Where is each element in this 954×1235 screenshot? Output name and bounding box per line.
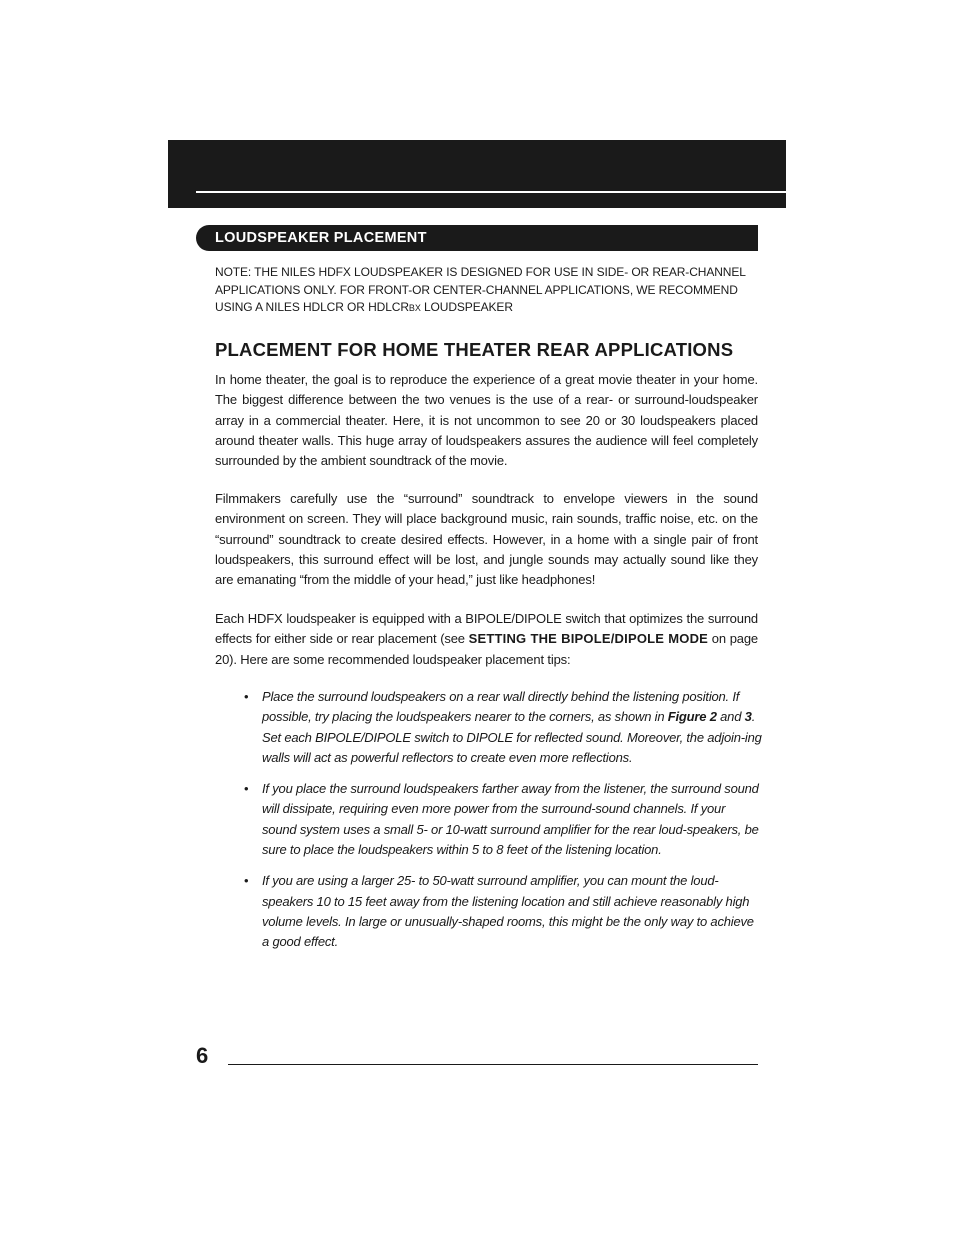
figure-reference: Figure 2: [667, 709, 717, 725]
section-title: LOUDSPEAKER PLACEMENT: [215, 230, 427, 246]
page-heading: PLACEMENT FOR HOME THEATER REAR APPLICATIONS: [215, 339, 734, 360]
footer-rule: [228, 1064, 758, 1065]
paragraph-surround: Filmmakers carefully use the “surround” soundtrack to envelope viewers in the sound environment on screen. They will place background music, rain sounds, traffic noise, etc. on the “surround” soundtrack to create desired effects. However, in a home with a single pair of front loudspeakers, this surround effect will be lost, and jungle sounds may actually sound like they are emanating “from the middle of your head,” just like headphones!: [215, 491, 758, 588]
page-number: 6: [196, 1043, 209, 1068]
section-title-bar: [196, 225, 758, 251]
note-text: NOTE: THE NILES HDFX LOUDSPEAKER IS DESIGNED FOR USE IN SIDE- OR REAR-CHANNEL APPLICATIONS ONLY. FOR FRONT-OR CENTER-CHANNEL APPLICATIONS, WE RECOMMEND USING A NILES HDLCR OR HDLCRBX LOUDSPEAKER: [215, 265, 746, 314]
paragraph-bipole: Each HDFX loudspeaker is equipped with a BIPOLE/DIPOLE switch that optimizes the surround effects for either side or rear placement (see SETTING THE BIPOLE/DIPOLE MODE on page 20). Here are some recommended loudspeaker placement tips:: [215, 611, 759, 667]
list-item: • Place the surround loudspeakers on a rear wall directly behind the listening position. If possible, try placing the loudspeakers nearer to the corners, as shown in Figure 2 and 3. Set each BIPOLE/DIPOLE switch to DIPOLE for reflected sound. Moreover, the adjoin-ing walls will act as powerful reflectors to create even more reflections.: [244, 689, 762, 765]
cross-reference: SETTING THE BIPOLE/DIPOLE MODE: [468, 631, 709, 647]
placement-tips-list: [242, 687, 762, 964]
bullet-marker: •: [244, 689, 249, 704]
header-rule: [196, 191, 786, 193]
model-suffix: BX: [408, 303, 421, 313]
bullet-marker: •: [244, 873, 249, 889]
figure-reference: 3: [744, 709, 752, 725]
paragraph-intro: In home theater, the goal is to reproduce the experience of a great movie theater in your home. The biggest difference between the two venues is the use of a rear- or surround-loudspeaker array in a commercial theater. Here, it is not uncommon to see 20 or 30 loudspeakers placed around theater walls. This huge array of loudspeakers assures the audience will feel completely surrounded by the ambient soundtrack of the movie.: [215, 372, 758, 469]
list-item: • If you are using a larger 25- to 50-watt surround amplifier, you can mount the loud-speakers 10 to 15 feet away from the listening location and still achieve reasonably high volume levels. In large or unusually-shaped rooms, this might be the only way to achieve a good effect.: [244, 873, 754, 950]
bullet-marker: •: [244, 781, 249, 797]
header-band: [168, 140, 786, 208]
list-item: • If you place the surround loudspeakers farther away from the listener, the surround sound will dissipate, requiring even more power from the surround-sound channels. If your sound system uses a small 5- or 10-watt surround amplifier for the rear loud-speakers, be sure to place the loudspeakers within 5 to 8 feet of the listening location.: [244, 781, 759, 858]
